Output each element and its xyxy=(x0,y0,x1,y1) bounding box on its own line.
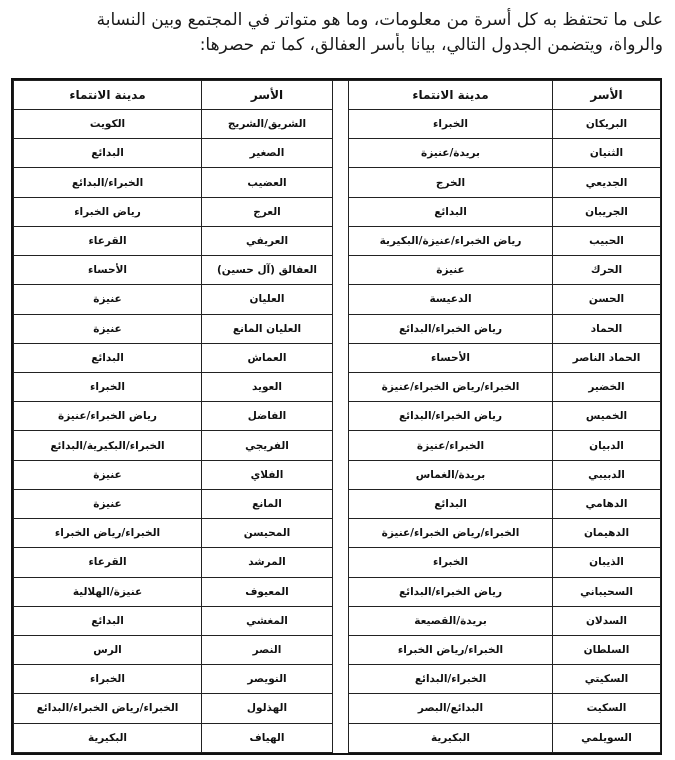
family-cell-left: المغشي xyxy=(202,606,333,635)
city-cell-left: رياض الخبراء/عنيزة xyxy=(14,402,202,431)
column-gap xyxy=(333,226,349,255)
city-cell-left: البدائع xyxy=(14,343,202,372)
city-cell-left: الكويت xyxy=(14,110,202,139)
family-cell-left: الهذلول xyxy=(202,694,333,723)
column-gap xyxy=(333,577,349,606)
families-table xyxy=(13,80,661,753)
city-cell-left: عنيزة xyxy=(14,460,202,489)
family-cell-right: الدبيان xyxy=(553,431,661,460)
city-cell-left: عنيزة xyxy=(14,489,202,518)
family-cell-left: الفلاي xyxy=(202,460,333,489)
intro-paragraph xyxy=(14,8,663,58)
intro-line-2: والرواة، ويتضمن الجدول التالي، بيانا بأسر العفالق، كما تم حصرها: xyxy=(199,35,663,55)
table-row xyxy=(14,285,661,314)
family-cell-right: الحماد xyxy=(553,314,661,343)
family-cell-right: الحبيب xyxy=(553,226,661,255)
city-cell-right: الخرج xyxy=(349,168,553,197)
city-cell-left: الخبراء/البكيرية/البدائع xyxy=(14,431,202,460)
column-gap xyxy=(333,81,349,110)
table-row xyxy=(14,635,661,664)
table-row xyxy=(14,577,661,606)
city-cell-right: رياض الخبراء/البدائع xyxy=(349,314,553,343)
family-cell-right: الخضير xyxy=(553,372,661,401)
city-cell-left: عنيزة xyxy=(14,314,202,343)
city-cell-left: الخبراء xyxy=(14,372,202,401)
column-gap xyxy=(333,431,349,460)
table-row xyxy=(14,197,661,226)
column-gap xyxy=(333,694,349,723)
table-row xyxy=(14,168,661,197)
table-row xyxy=(14,256,661,285)
header-city-right: مدينة الانتماء xyxy=(349,81,553,110)
column-gap xyxy=(333,197,349,226)
city-cell-left: البكيرية xyxy=(14,723,202,752)
family-cell-right: الدهامي xyxy=(553,489,661,518)
family-cell-left: العفالق (آل حسين) xyxy=(202,256,333,285)
city-cell-right: الخبراء xyxy=(349,548,553,577)
city-cell-left: الرس xyxy=(14,635,202,664)
family-cell-right: الثنيان xyxy=(553,139,661,168)
city-cell-right: الدعيسة xyxy=(349,285,553,314)
family-cell-left: المحيسن xyxy=(202,519,333,548)
table-row xyxy=(14,372,661,401)
family-cell-left: النصر xyxy=(202,635,333,664)
column-gap xyxy=(333,139,349,168)
family-cell-right: السكيتي xyxy=(553,665,661,694)
city-cell-right: الأحساء xyxy=(349,343,553,372)
family-cell-right: الجريبان xyxy=(553,197,661,226)
table-body xyxy=(14,110,661,753)
city-cell-right: بريدة/عنيزة xyxy=(349,139,553,168)
family-cell-right: الدهيمان xyxy=(553,519,661,548)
families-table-frame xyxy=(11,78,662,755)
family-cell-left: النويصر xyxy=(202,665,333,694)
family-cell-right: السلطان xyxy=(553,635,661,664)
column-gap xyxy=(333,606,349,635)
city-cell-right: رياض الخبراء/البدائع xyxy=(349,402,553,431)
city-cell-right: الخبراء/رياض الخبراء xyxy=(349,635,553,664)
table-row xyxy=(14,694,661,723)
table-row xyxy=(14,460,661,489)
table-row xyxy=(14,665,661,694)
column-gap xyxy=(333,372,349,401)
column-gap xyxy=(333,548,349,577)
table-row xyxy=(14,431,661,460)
header-family-right: الأسر xyxy=(553,81,661,110)
city-cell-left: الخبراء/رياض الخبراء/البدائع xyxy=(14,694,202,723)
table-row xyxy=(14,606,661,635)
column-gap xyxy=(333,723,349,752)
city-cell-right: البدائع xyxy=(349,197,553,226)
city-cell-right: الخبراء/البدائع xyxy=(349,665,553,694)
city-cell-left: عنيزة/الهلالية xyxy=(14,577,202,606)
family-cell-left: المرشد xyxy=(202,548,333,577)
family-cell-left: العرج xyxy=(202,197,333,226)
family-cell-left: العليان المانع xyxy=(202,314,333,343)
family-cell-left: الشريق/الشريج xyxy=(202,110,333,139)
city-cell-left: الخبراء xyxy=(14,665,202,694)
city-cell-right: رياض الخبراء/عنيزة/البكيرية xyxy=(349,226,553,255)
table-header-row xyxy=(14,81,661,110)
city-cell-left: الخبراء/رياض الخبراء xyxy=(14,519,202,548)
table-row xyxy=(14,519,661,548)
family-cell-right: البريكان xyxy=(553,110,661,139)
table-row xyxy=(14,226,661,255)
table-row xyxy=(14,489,661,518)
table-row xyxy=(14,548,661,577)
city-cell-right: رياض الخبراء/البدائع xyxy=(349,577,553,606)
family-cell-right: الحرك xyxy=(553,256,661,285)
family-cell-left: العضيب xyxy=(202,168,333,197)
column-gap xyxy=(333,635,349,664)
family-cell-right: السدلان xyxy=(553,606,661,635)
city-cell-right: البكيرية xyxy=(349,723,553,752)
family-cell-left: العريفي xyxy=(202,226,333,255)
table-row xyxy=(14,314,661,343)
city-cell-left: رياض الخبراء xyxy=(14,197,202,226)
city-cell-left: القرعاء xyxy=(14,548,202,577)
table-row xyxy=(14,723,661,752)
family-cell-right: السحيباني xyxy=(553,577,661,606)
family-cell-left: الهياف xyxy=(202,723,333,752)
table-row xyxy=(14,402,661,431)
column-gap xyxy=(333,314,349,343)
city-cell-right: البدائع/البصر xyxy=(349,694,553,723)
city-cell-right: الخبراء/رياض الخبراء/عنيزة xyxy=(349,372,553,401)
column-gap xyxy=(333,256,349,285)
family-cell-right: السكيت xyxy=(553,694,661,723)
column-gap xyxy=(333,402,349,431)
column-gap xyxy=(333,460,349,489)
city-cell-left: البدائع xyxy=(14,139,202,168)
city-cell-right: بريدة/الغماس xyxy=(349,460,553,489)
column-gap xyxy=(333,168,349,197)
header-family-left: الأسر xyxy=(202,81,333,110)
city-cell-right: الخبراء xyxy=(349,110,553,139)
table-row xyxy=(14,110,661,139)
city-cell-right: بريدة/القصيعة xyxy=(349,606,553,635)
city-cell-left: البدائع xyxy=(14,606,202,635)
city-cell-right: عنيزة xyxy=(349,256,553,285)
family-cell-left: المانع xyxy=(202,489,333,518)
column-gap xyxy=(333,343,349,372)
family-cell-right: الحسن xyxy=(553,285,661,314)
city-cell-left: الخبراء/البدائع xyxy=(14,168,202,197)
city-cell-right: الخبراء/رياض الخبراء/عنيزة xyxy=(349,519,553,548)
family-cell-left: المعيوف xyxy=(202,577,333,606)
table-row xyxy=(14,139,661,168)
family-cell-right: الخميس xyxy=(553,402,661,431)
city-cell-left: الأحساء xyxy=(14,256,202,285)
column-gap xyxy=(333,519,349,548)
family-cell-right: الدبيبي xyxy=(553,460,661,489)
column-gap xyxy=(333,110,349,139)
family-cell-right: الحماد الناصر xyxy=(553,343,661,372)
family-cell-right: السويلمي xyxy=(553,723,661,752)
column-gap xyxy=(333,285,349,314)
city-cell-left: عنيزة xyxy=(14,285,202,314)
city-cell-left: القرعاء xyxy=(14,226,202,255)
column-gap xyxy=(333,665,349,694)
family-cell-left: العويد xyxy=(202,372,333,401)
family-cell-right: الجديعي xyxy=(553,168,661,197)
column-gap xyxy=(333,489,349,518)
family-cell-left: العماش xyxy=(202,343,333,372)
family-cell-right: الذيبان xyxy=(553,548,661,577)
family-cell-left: الفاضل xyxy=(202,402,333,431)
header-city-left: مدينة الانتماء xyxy=(14,81,202,110)
family-cell-left: الفريجي xyxy=(202,431,333,460)
table-row xyxy=(14,343,661,372)
city-cell-right: الخبراء/عنيزة xyxy=(349,431,553,460)
family-cell-left: الصغير xyxy=(202,139,333,168)
intro-line-1: على ما تحتفظ به كل أسرة من معلومات، وما هو متواتر في المجتمع وبين النسابة xyxy=(96,10,663,30)
city-cell-right: البدائع xyxy=(349,489,553,518)
family-cell-left: العليان xyxy=(202,285,333,314)
